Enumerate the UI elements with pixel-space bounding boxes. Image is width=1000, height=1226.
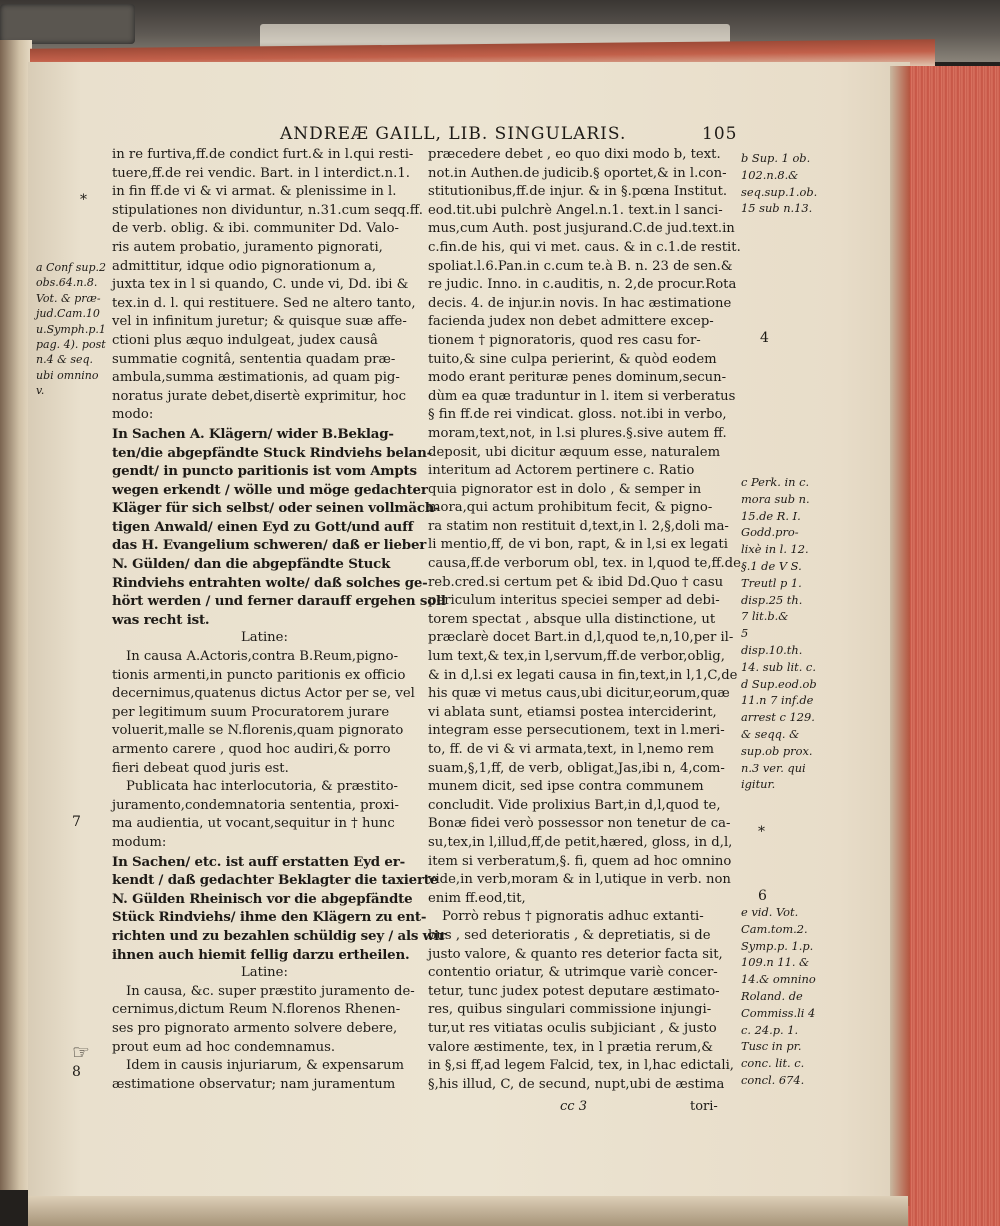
margin-right-mid-line: Godd.pro- [741, 525, 799, 540]
column-left-line: modum: [112, 834, 167, 850]
manicule-icon: ☞ [72, 1040, 90, 1064]
column-right-line: vi ablata sunt, etiamsi postea interciderint, [428, 704, 717, 720]
column-left-line: Idem in causis injuriarum, & expensarum [126, 1058, 404, 1074]
margin-right-mid-line: n.3 ver. qui [741, 760, 806, 775]
column-left-line: Latine: [241, 630, 288, 646]
column-left-line: in re furtiva,ff.de condict furt.& in l.qui resti- [112, 147, 414, 162]
margin-right-mid-line: mora sub n. [741, 491, 810, 506]
column-right-line: c.fin.de his, qui vi met. caus. & in c.1.de restit. [428, 239, 741, 255]
margin-left-line: obs.64.n.8. [36, 276, 98, 290]
running-title: ANDREÆ GAILL, LIB. SINGULARIS. [280, 124, 627, 144]
column-left-line: das H. Evangelium schweren/ daß er lieber [112, 537, 427, 554]
column-left-line: Stück Rindviehs/ ihme den Klägern zu ent- [112, 909, 427, 926]
column-left-line: per legitimum suum Procuratorem jurare [112, 704, 390, 720]
column-left-line: decernimus,quatenus dictus Actor per se, vel [112, 686, 415, 702]
column-left-line: prout eum ad hoc condemnamus. [112, 1039, 336, 1055]
column-right-line: tur,ut res vitiatas oculis subjiciant , & justo [428, 1020, 717, 1036]
column-left-line: richten und zu bezahlen schüldig sey / als wir [112, 927, 446, 944]
margin-right-mid-line: c Perk. in c. [741, 475, 810, 489]
column-left-line: Kläger für sich selbst/ oder seinen vollmäch- [112, 500, 440, 517]
catchword: tori- [690, 1099, 718, 1114]
column-right-line: præclarè docet Bart.in d,l,quod te,n,10,per il- [428, 630, 734, 646]
column-left-line: armento carere , quod hoc audiri,& porro [112, 742, 391, 757]
margin-left-line: n.4 & seq. [36, 353, 94, 367]
column-right-line: su,tex,in l,illud,ff,de petit,hæred, gloss, in d,l, [428, 834, 733, 850]
column-left-line: vel in infinitum juretur; & quisque suæ affe- [112, 314, 407, 330]
column-left-line: ris autem probatio, juramento pignorati, [112, 239, 383, 255]
margin-right-mid-line: d Sup.eod.ob [741, 676, 817, 691]
margin-notes-right-top [741, 150, 817, 217]
column-right-line: decis. 4. de injur.in novis. In hac æstimatione [428, 295, 732, 311]
column-right-line: lum text,& tex,in l,servum,ff.de verbor,oblig, [428, 649, 725, 665]
column-left-line: was recht ist. [112, 611, 210, 628]
column-right-line: stitutionibus,ff.de injur. & in §.pœna Institut. [428, 184, 728, 200]
margin-right-top-line: b Sup. 1 ob. [741, 151, 811, 165]
column-right-line: li mentio,ff, de vi bon, rapt, & in l,si ex legati [428, 537, 728, 553]
column-left-line: summatie cognitâ, sententia quadam præ- [112, 351, 396, 367]
column-right-line: suam,§,1,ff, de verb, obligat,Jas,ibi n, 4,com- [428, 760, 725, 776]
margin-right-low-line: Commiss.li 4 [741, 1005, 816, 1020]
margin-right-low-line: c. 24.p. 1. [741, 1022, 799, 1037]
page-number: 105 [702, 124, 738, 144]
margin-notes-right-mid [741, 474, 817, 793]
column-right-line: Porrò rebus † pignoratis adhuc extanti- [442, 909, 704, 925]
signature-mark: cc 3 [560, 1099, 587, 1114]
margin-right-low-line: Tusc in pr. [741, 1039, 802, 1054]
column-left-line: kendt / daß gedachter Beklagter die taxierte [112, 872, 439, 889]
margin-left-line: pag. 4). post [36, 338, 106, 352]
column-left-line: In Sachen/ etc. ist auff erstatten Eyd er- [112, 853, 405, 870]
column-left-line: gendt/ in puncto paritionis ist vom Ampts [112, 463, 417, 480]
margin-right-low-line: concl. 674. [741, 1072, 805, 1087]
margin-right-mid-line: 11.n 7 inf.de [741, 693, 814, 708]
margin-right-mid-line: arrest c 129. [741, 710, 815, 725]
column-right-line: Bonæ fidei verò possessor non tenetur de ca- [428, 816, 731, 832]
column-right-line: causa,ff.de verborum obl, tex. in l,quod te,ff.de [428, 556, 741, 572]
margin-left-line: ubi omnino [36, 368, 99, 382]
column-left-line: noratus jurate debet,disertè exprimitur, hoc [112, 388, 406, 404]
column-left-line: æstimatione observatur; nam juramentum [112, 1076, 396, 1092]
column-left-line: ihnen auch hiemit fellig darzu ertheilen. [112, 946, 410, 963]
margin-right-mid-line: 15.de R. I. [741, 508, 801, 523]
column-left-line: tigen Anwald/ einen Eyd zu Gott/und auff [112, 518, 414, 535]
column-left-line: ten/die abgepfändte Stuck Rindviehs belan- [112, 444, 433, 461]
column-left-line: fieri debeat quod juris est. [112, 760, 289, 776]
column-right-line: spoliat.l.6.Pan.in c.cum te.à B. n. 23 de sen.& [428, 258, 733, 274]
margin-right-low-line: Cam.tom.2. [741, 921, 808, 936]
margin-right-mid-line: 5 [741, 626, 749, 641]
column-left-line: In causa A.Actoris,contra B.Reum,pigno- [126, 649, 399, 665]
marginal-star-right: * [758, 824, 765, 840]
column-left-line: Latine: [241, 965, 288, 981]
column-right-line: contentio oriatur, & utrimque variè concer- [428, 965, 718, 981]
column-right-line: justo valore, & quanto res deterior facta sit, [428, 946, 723, 962]
margin-right-low-line: 109.n 11. & [741, 955, 810, 970]
column-left-line: ctioni plus æquo indulgeat, judex causâ [112, 332, 378, 348]
margin-right-top-line: 102.n.8.& [741, 167, 799, 182]
margin-right-mid-line: disp.10.th. [741, 642, 803, 657]
text-column-right [428, 146, 741, 1094]
column-right-line: reb.cred.si certum pet & ibid Dd.Quo † casu [428, 574, 724, 590]
margin-right-low-line: Roland. de [741, 988, 803, 1003]
column-right-line: res, quibus singulari commissione injungi- [428, 1002, 712, 1018]
column-left-line: wegen erkendt / wölle und möge gedachter [112, 481, 428, 498]
column-left-line: de verb. oblig. & ibi. communiter Dd. Valo- [112, 221, 399, 237]
column-left-line: juramento,condemnatoria sententia, proxi- [112, 797, 399, 813]
column-right-line: tetur, tunc judex potest deputare æstimato- [428, 983, 720, 999]
marginal-number-8: 8 [72, 1064, 81, 1080]
column-left-line: admittitur, idque odio pignorationum a, [112, 258, 377, 274]
margin-right-top-line: 15 sub n.13. [741, 201, 813, 216]
column-left-line: tex.in d. l. qui restituere. Sed ne altero tanto, [112, 295, 416, 311]
margin-right-mid-line: §.1 de V S. [741, 558, 802, 573]
column-right-line: tionem † pignoratoris, quod res casu for- [428, 332, 701, 348]
margin-left-line: v. [36, 384, 45, 398]
bottom-page-edge [28, 1196, 908, 1226]
column-right-line: & in d,l.si ex legati causa in fin,text,in l,1,C,de [428, 667, 738, 683]
margin-notes-left [36, 260, 106, 399]
column-left-line: N. Gülden/ dan die abgepfändte Stuck [112, 556, 391, 573]
column-left-line: Publicata hac interlocutoria, & præstito- [126, 779, 398, 795]
margin-right-mid-line: 14. sub lit. c. [741, 659, 816, 674]
running-header [280, 124, 740, 144]
column-right-line: re judic. Inno. in c.auditis, n. 2,de procur.Rota [428, 277, 737, 293]
column-right-line: integram esse persecutionem, text in l.meri- [428, 723, 725, 739]
column-left-line: hört werden / und ferner darauff ergehen soll [112, 593, 446, 610]
column-left-line: In causa, &c. super præstito juramento de- [126, 983, 415, 999]
column-right-line: vide,in verb,moram & in l,utique in verb. non [428, 872, 731, 888]
column-right-line: tuito,& sine culpa perierint, & quòd eodem [428, 351, 717, 367]
column-right-line: § fin ff.de rei vindicat. gloss. not.ibi in verbo, [428, 407, 727, 423]
margin-right-low-line: 14.& omnino [741, 972, 816, 987]
column-right-line: mus,cum Auth. post jusjurand.C.de jud.text.in [428, 221, 735, 237]
margin-right-low-line: e vid. Vot. [741, 905, 799, 919]
margin-right-mid-line: Treutl p 1. [741, 575, 802, 590]
column-right-line: quia pignorator est in dolo , & semper in [428, 481, 702, 497]
column-left-line: ambula,summa æstimationis, ad quam pig- [112, 370, 400, 386]
column-right-line: torem spectat , absque ulla distinctione, ut [428, 611, 716, 627]
margin-right-mid-line: lixè in l. 12. [741, 542, 809, 557]
binding-strap [0, 4, 135, 44]
column-right-line: enim ff.eod,tit, [428, 890, 526, 906]
margin-right-mid-line: disp.25 th. [741, 592, 803, 607]
column-left-line: In Sachen A. Klägern/ wider B.Beklag- [112, 425, 394, 442]
column-left-line: in fin ff.de vi & vi armat. & plenissime in l. [112, 184, 397, 200]
column-right-line: concludit. Vide prolixius Bart,in d,l,quod te, [428, 797, 721, 813]
column-left-line: ses pro pignorato armento solvere debere, [112, 1020, 398, 1036]
column-left-line: juxta tex in l si quando, C. unde vi, Dd. ibi & [112, 277, 409, 293]
margin-right-mid-line: & seqq. & [741, 726, 800, 741]
column-left-line: cernimus,dictum Reum N.florenos Rhenen- [112, 1002, 401, 1018]
column-left-line: stipulationes non dividuntur, n.31.cum seqq.ff. [112, 202, 423, 218]
column-right-line: periculum interitus speciei semper ad debi- [428, 593, 720, 609]
column-left-line: tionis armenti,in puncto paritionis ex officio [112, 667, 406, 683]
page-edge-shade [890, 66, 910, 1206]
marginal-star: * [80, 192, 87, 208]
column-right-line: valore æstimente, tex, in l prætia rerum,& [428, 1039, 714, 1055]
margin-left-line: a Conf sup.2 [36, 261, 107, 274]
column-right-line: moram,text,not, in l.si plures.§.sive autem ff. [428, 425, 727, 441]
red-fore-edge [900, 66, 1000, 1226]
column-left-line: tuere,ff.de rei vendic. Bart. in l interdict.n.1. [112, 165, 410, 181]
marginal-number-4: 4 [760, 330, 769, 346]
column-left-line: ma audientia, ut vocant,sequitur in † hunc [112, 816, 395, 832]
marginal-number-7: 7 [72, 814, 81, 830]
margin-right-mid-line: igitur. [741, 777, 776, 792]
text-column-left [112, 146, 446, 1094]
column-right-line: his quæ vi metus caus,ubi dicitur,eorum,quæ [428, 686, 730, 702]
column-right-line: modo erant perituræ penes dominum,secun- [428, 370, 727, 386]
column-right-line: bus , sed deterioratis , & depretiatis, si de [428, 927, 711, 943]
margin-notes-right-low [741, 904, 816, 1089]
margin-right-top-line: seq.sup.1.ob. [741, 184, 818, 199]
column-left-line: voluerit,malle se N.florenis,quam pignorato [112, 723, 404, 739]
column-right-line: præcedere debet , eo quo dixi modo b, text. [428, 147, 721, 162]
marginal-number-6: 6 [758, 888, 767, 904]
column-right-line: munem dicit, sed ipse contra communem [428, 779, 704, 795]
column-left-line: modo: [112, 407, 154, 423]
column-right-line: mora,qui actum prohibitum fecit, & pigno- [428, 500, 713, 516]
column-right-line: to, ff. de vi & vi armata,text, in l,nemo rem [428, 742, 714, 757]
margin-right-low-line: Symp.p. 1.p. [741, 938, 814, 953]
column-right-line: not.in Authen.de judicib.§ oportet,& in l.con- [428, 165, 727, 181]
column-right-line: interitum ad Actorem pertinere c. Ratio [428, 463, 695, 479]
column-right-line: eod.tit.ubi pulchrè Angel.n.1. text.in l sanci- [428, 202, 723, 218]
column-right-line: item si verberatum,§. fi, quem ad hoc omnino [428, 853, 732, 869]
column-right-line: ra statim non restituit d,text,in l. 2,§,doli ma- [428, 518, 729, 534]
column-left-line: Rindviehs entrahten wolte/ daß solches ge- [112, 574, 428, 591]
margin-left-line: Vot. & præ- [36, 291, 101, 305]
column-right-line: facienda judex non debet admittere excep- [428, 314, 714, 330]
margin-left-line: u.Symph.p.1 [36, 322, 106, 336]
column-left-line: N. Gülden Rheinisch vor die abgepfändte [112, 890, 413, 907]
margin-right-low-line: conc. lit. c. [741, 1056, 805, 1071]
margin-right-mid-line: sup.ob prox. [741, 743, 813, 758]
column-right-line: deposit, ubi dicitur æquum esse, naturalem [428, 444, 721, 460]
column-right-line: in §,si ff,ad legem Falcid, tex, in l,hac edictali, [428, 1058, 734, 1074]
column-right-line: §,his illud, C, de secund, nupt,ubi de æstima [428, 1076, 725, 1092]
margin-left-line: jud.Cam.10 [36, 307, 100, 321]
margin-right-mid-line: 7 lit.b.& [741, 609, 789, 624]
column-right-line: dùm ea quæ traduntur in l. item si verberatus [428, 388, 736, 404]
